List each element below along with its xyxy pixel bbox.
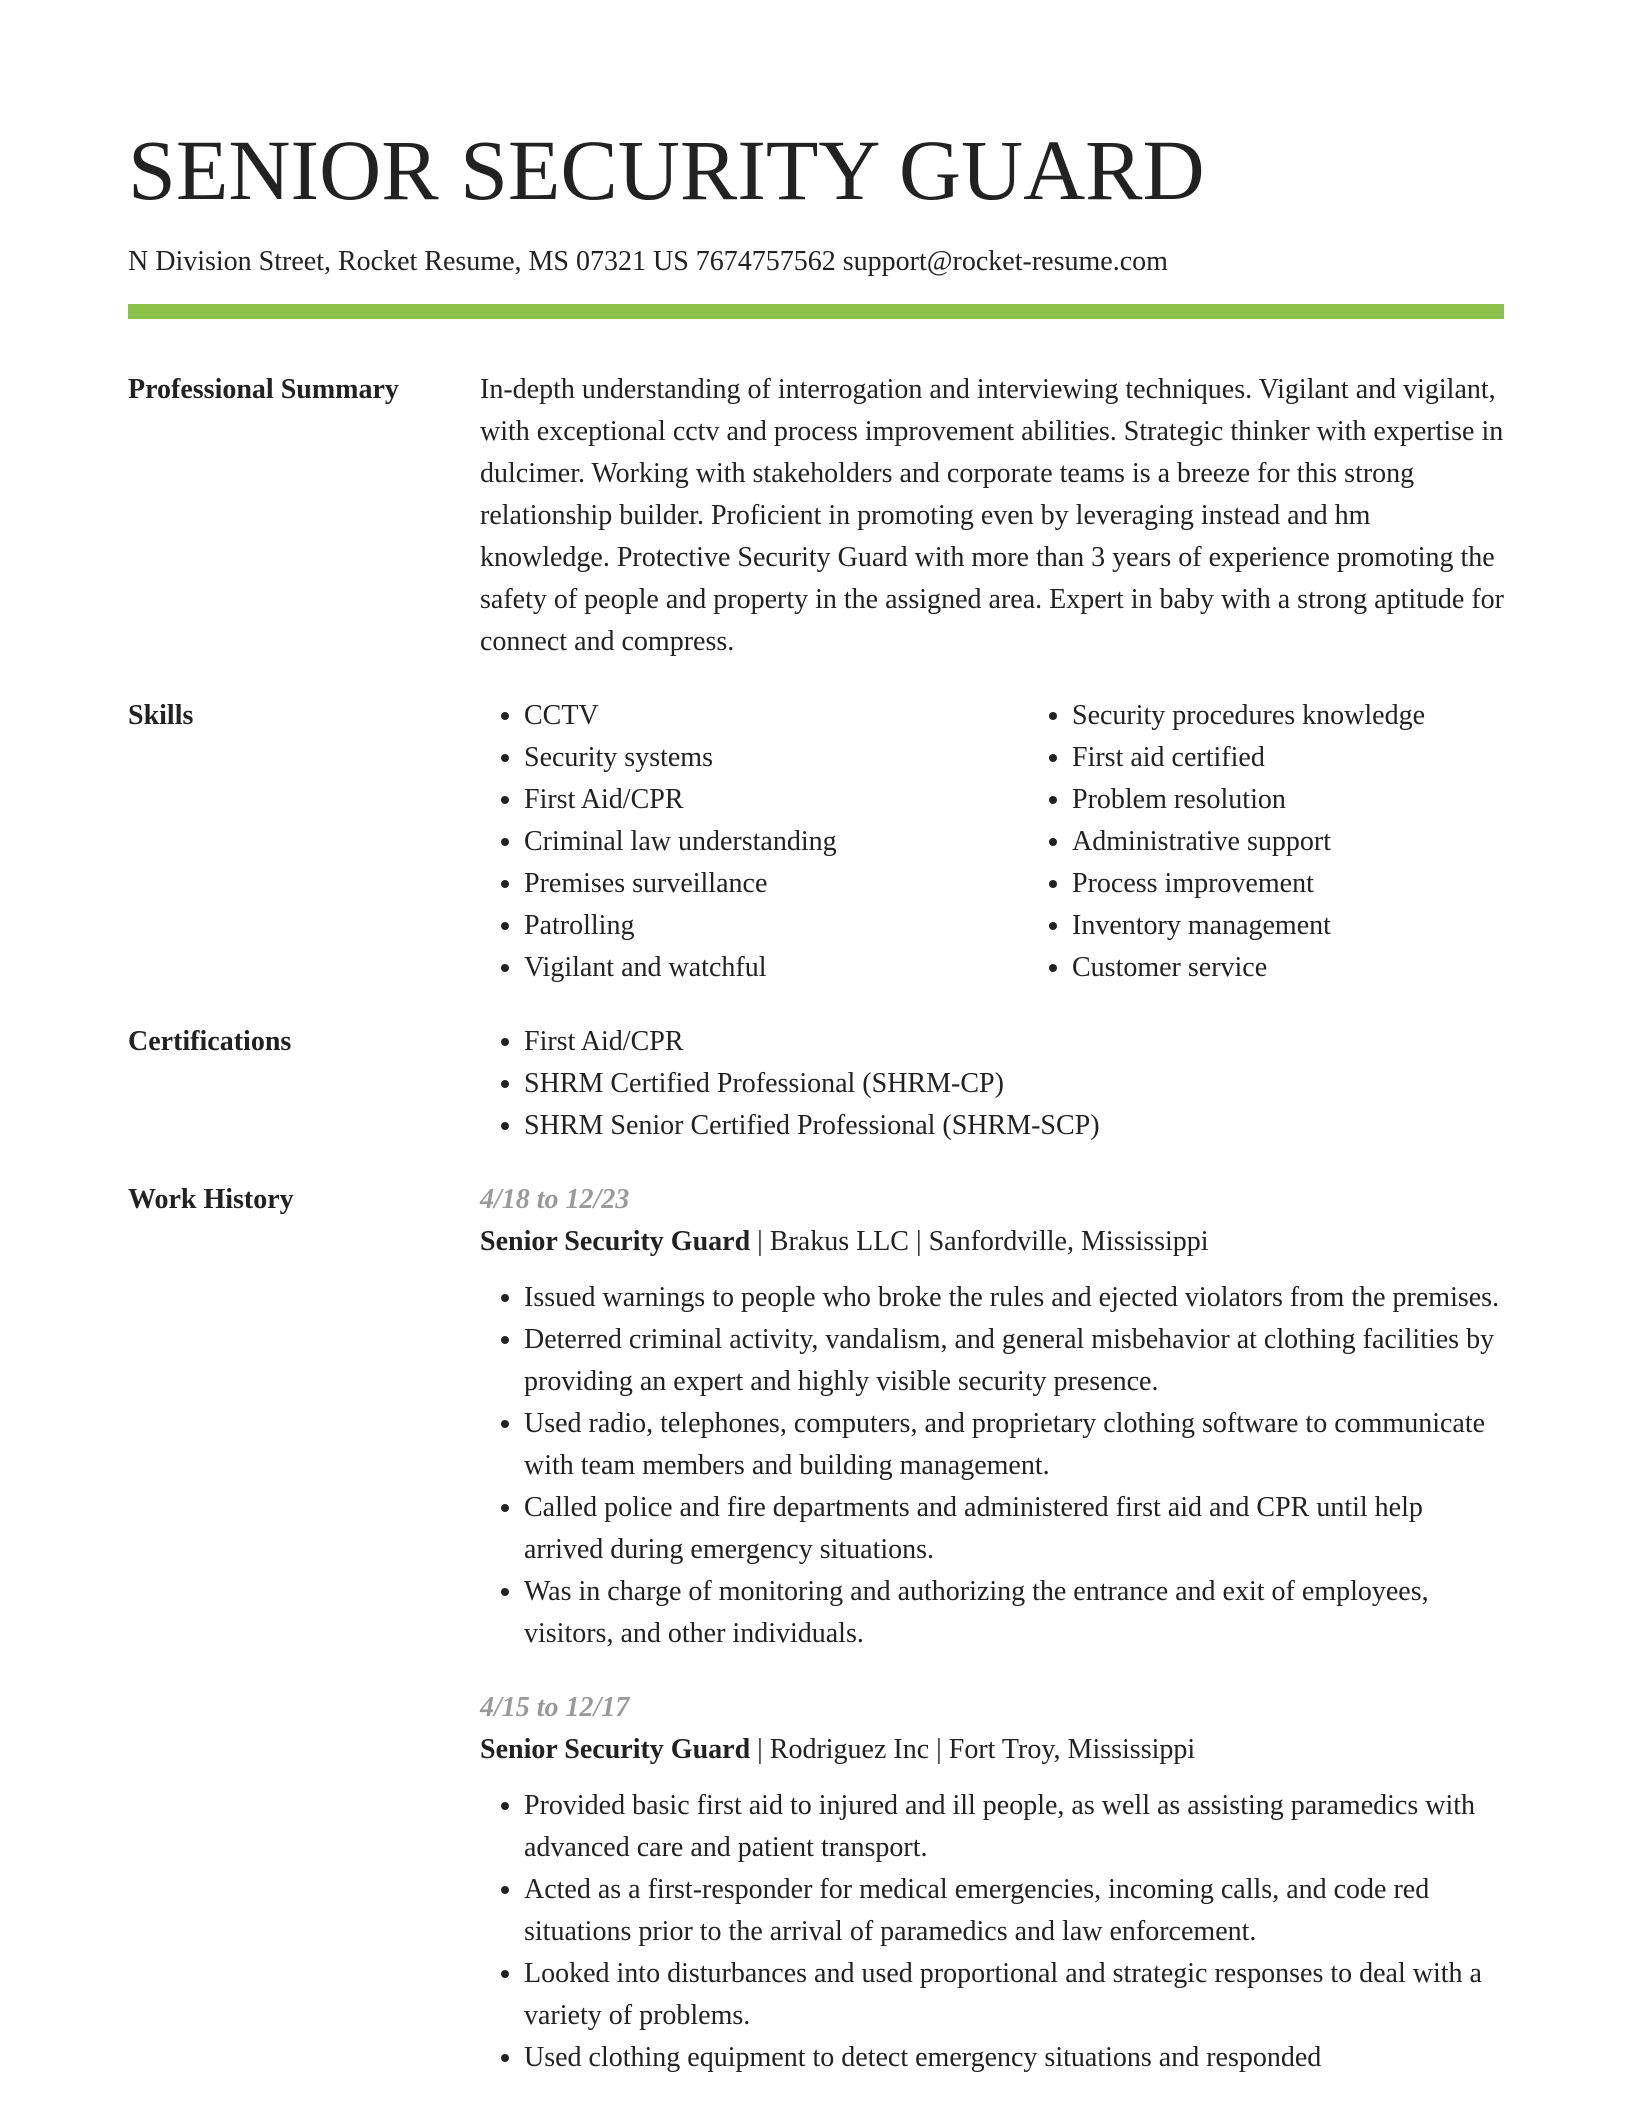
skill-item: • Administrative support [1072,821,1576,863]
certifications-list [480,1021,1504,1147]
job-title: Senior Security Guard [480,1226,751,1257]
work-history-section [128,1179,1504,2079]
certifications-heading: Certifications [128,1026,292,1057]
skill-item: • Customer service [1072,947,1576,989]
job-duty-item: • Called police and fire departments and administered first aid and CPR until help arrived during emergency situations. [524,1487,1504,1571]
job-dates: 4/18 to 12/23 [480,1184,630,1215]
job-duties-list [480,1785,1504,2079]
summary-section [128,369,1504,663]
skill-item: • Problem resolution [1072,779,1576,821]
certification-item: • First Aid/CPR [524,1021,1504,1063]
contact-line: N Division Street, Rocket Resume, MS 07321 US 7674757562 support@rocket-resume.com [128,246,1168,277]
skill-item: • CCTV [524,695,1028,737]
work-history-heading: Work History [128,1184,294,1215]
skills-heading: Skills [128,700,194,731]
summary-heading: Professional Summary [128,374,399,405]
skills-section [128,695,1504,989]
job-entry [480,1687,1504,2079]
skill-item: • Security procedures knowledge [1072,695,1576,737]
certification-item: • SHRM Senior Certified Professional (SHRM-SCP) [524,1105,1504,1147]
job-employer-location: | Brakus LLC | Sanfordville, Mississippi [750,1226,1209,1257]
skill-item: • Security systems [524,737,1028,779]
skill-item: • Criminal law understanding [524,821,1028,863]
job-entry [480,1179,1504,1655]
skill-item: • Patrolling [524,905,1028,947]
job-duty-item: • Looked into disturbances and used proportional and strategic responses to deal with a variety of problems. [524,1953,1504,2037]
skill-item: • First aid certified [1072,737,1576,779]
job-duty-item: • Issued warnings to people who broke the rules and ejected violators from the premises. [524,1277,1504,1319]
resume-page [128,0,1504,2079]
job-duty-item: • Provided basic first aid to injured and ill people, as well as assisting paramedics with advanced care and patient transport. [524,1785,1504,1869]
job-duty-item: • Was in charge of monitoring and authorizing the entrance and exit of employees, visitors, and other individuals. [524,1571,1504,1655]
certification-item: • SHRM Certified Professional (SHRM-CP) [524,1063,1504,1105]
skill-item: • First Aid/CPR [524,779,1028,821]
skill-item: • Inventory management [1072,905,1576,947]
job-dates: 4/15 to 12/17 [480,1692,630,1723]
job-employer-location: | Rodriguez Inc | Fort Troy, Mississippi [750,1734,1196,1765]
job-duty-item: • Deterred criminal activity, vandalism, and general misbehavior at clothing facilities by providing an expert and highly visible security presence. [524,1319,1504,1403]
job-heading [480,1729,1504,1771]
header-divider [128,304,1504,319]
job-title: Senior Security Guard [480,1734,751,1765]
job-duty-item: • Acted as a first-responder for medical emergencies, incoming calls, and code red situations prior to the arrival of paramedics and law enforcement. [524,1869,1504,1953]
certifications-section [128,1021,1504,1147]
job-duty-item: • Used radio, telephones, computers, and proprietary clothing software to communicate with team members and building management. [524,1403,1504,1487]
job-duty-item: • Used clothing equipment to detect emergency situations and responded [524,2037,1504,2079]
job-heading [480,1221,1504,1263]
job-duties-list [480,1277,1504,1655]
skill-item: • Vigilant and watchful [524,947,1028,989]
skills-list-right [1028,695,1576,989]
summary-text: In-depth understanding of interrogation and interviewing techniques. Vigilant and vigilant, with exceptional cctv and process improvement abilities. Strategic thinker with expertise in dulcimer. Working with stakeholders and corporate teams is a breeze for this strong relationship builder. Proficient in promoting even by leveraging instead and hm knowledge. Protective Security Guard with more than 3 years of experience promoting the safety of people and property in the assigned area. Expert in baby with a strong aptitude for connect and compress. [480,374,1505,657]
skill-item: • Premises surveillance [524,863,1028,905]
candidate-name: SENIOR SECURITY GUARD [128,122,1205,218]
skills-list-left [480,695,1028,989]
skill-item: • Process improvement [1072,863,1576,905]
